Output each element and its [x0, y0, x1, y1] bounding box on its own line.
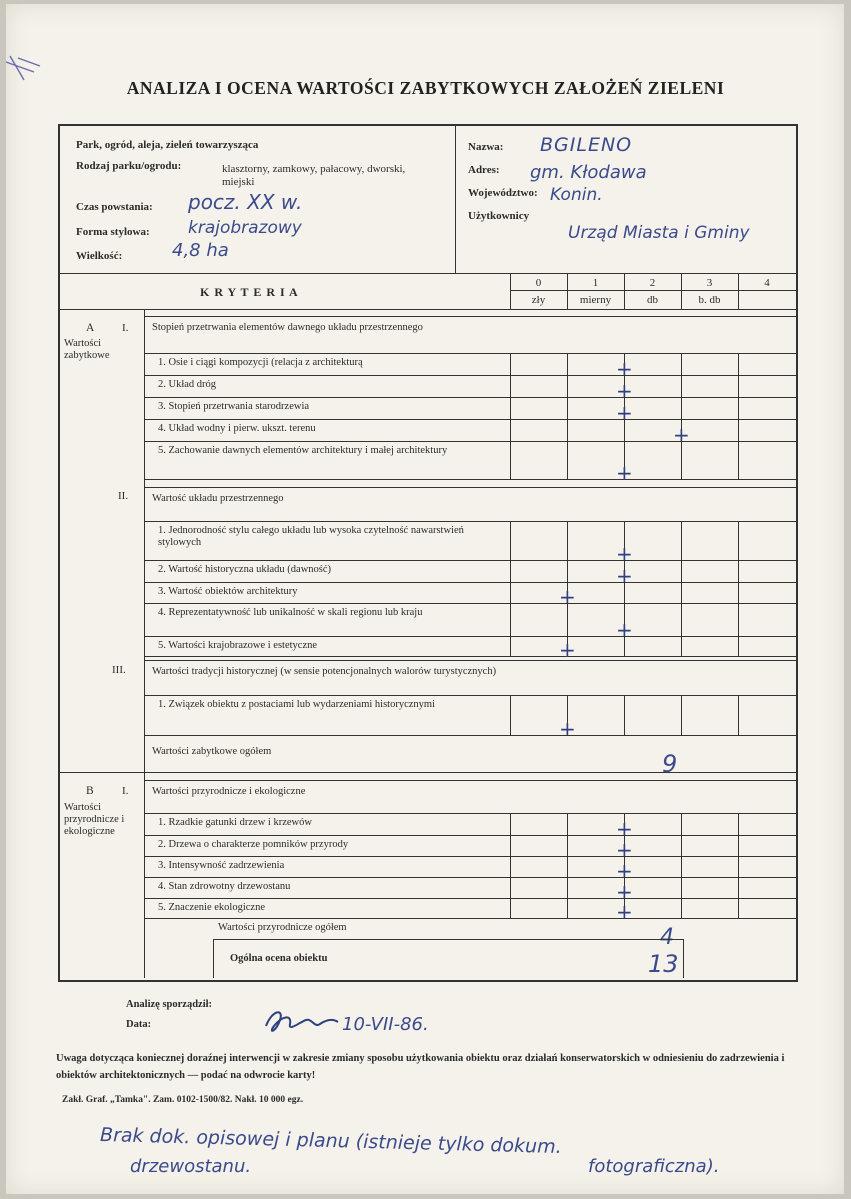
wojewodztwo-label: Województwo: — [468, 187, 538, 199]
row-line — [144, 813, 796, 814]
overall-top-line — [213, 939, 683, 940]
score-cell-line — [738, 397, 739, 419]
handwritten-note-line1: Brak dok. opisowej i planu (istnieje tylko dokum. — [99, 1123, 562, 1159]
group-top-line — [144, 316, 796, 317]
section-b-title: Wartości przyrodnicze i ekologiczne — [64, 802, 125, 837]
row-line — [144, 441, 796, 442]
score-header-col-line — [567, 274, 568, 310]
score-header-col-line — [681, 274, 682, 310]
criterion-a1-3: 3. Stopień przetrwania starodrzewia — [158, 401, 310, 412]
score-cell-line — [738, 877, 739, 898]
total-a-value: 9 — [662, 750, 678, 778]
pencil-mark — [4, 52, 44, 86]
handwritten-note-line3: fotograficzna). — [588, 1156, 720, 1177]
score-cell-line — [738, 353, 739, 375]
score-cell-line — [681, 582, 682, 603]
score-cell-line — [567, 877, 568, 898]
printer-info: Zakł. Graf. „Tamka". Zam. 0102-1500/82. Nakł. 10 000 egz. — [62, 1095, 304, 1105]
signature — [262, 1004, 342, 1040]
score-header-bottom — [60, 309, 796, 310]
score-cell-line — [738, 636, 739, 656]
data-label: Data: — [126, 1019, 152, 1030]
score-cell-line — [738, 521, 739, 560]
score-cell-line — [567, 835, 568, 856]
group-top-line — [144, 660, 796, 661]
czas-value: pocz. XX w. — [188, 190, 303, 214]
score-cell-line — [567, 521, 568, 560]
adres-label: Adres: — [468, 164, 500, 176]
score-cell-line — [510, 603, 511, 636]
score-mark: + — [616, 564, 633, 588]
criterion-a3-1: 1. Związek obiektu z postaciami lub wydarzeniami historycznymi — [158, 699, 435, 710]
rodzaj-options-line1: klasztorny, zamkowy, pałacowy, dworski, — [222, 163, 406, 175]
nazwa-value: BGILENO — [540, 134, 633, 156]
criterion-b1-2: 2. Drzewa o charakterze pomników przyrody — [158, 839, 349, 850]
overall-value: 13 — [648, 950, 679, 978]
score-cell-line — [681, 603, 682, 636]
criterion-a2-1: 1. Jednorodność stylu całego układu lub wysoka czytelność nawarstwień stylowych — [158, 525, 464, 548]
score-mark: + — [616, 379, 633, 403]
overall-right-line — [683, 939, 684, 978]
score-cell-line — [567, 856, 568, 877]
score-cell-line — [567, 560, 568, 582]
rodzaj-label: Rodzaj parku/ogrodu: — [76, 160, 182, 172]
score-cell-line — [681, 877, 682, 898]
score-cell-line — [567, 397, 568, 419]
czas-label: Czas powstania: — [76, 201, 153, 213]
criterion-b1-3: 3. Intensywność zadrzewienia — [158, 860, 285, 871]
row-line — [144, 479, 796, 480]
score-cell-line — [738, 898, 739, 918]
form-frame — [58, 124, 798, 982]
score-cell-line — [624, 636, 625, 656]
row-line — [144, 856, 796, 857]
criterion-a2-2: 2. Wartość historyczna układu (dawność) — [158, 564, 332, 575]
score-mark: + — [616, 401, 633, 425]
row-line — [144, 636, 796, 637]
score-mark: + — [559, 717, 576, 741]
score-mark: + — [616, 880, 633, 904]
score-cell-line — [738, 419, 739, 441]
group-top-line — [144, 780, 796, 781]
score-header-col-line — [738, 274, 739, 310]
group-top-line — [144, 487, 796, 488]
row-line — [144, 898, 796, 899]
wielkosc-label: Wielkość: — [76, 250, 123, 262]
score-cell-line — [681, 898, 682, 918]
score-cell-line — [681, 375, 682, 397]
score-header-mid — [510, 290, 796, 291]
score-cell-line — [738, 856, 739, 877]
score-cell-line — [738, 813, 739, 835]
criterion-a1-2: 2. Układ dróg — [158, 379, 217, 390]
score-header-1: 1 — [592, 277, 599, 289]
row-line — [144, 375, 796, 376]
page-title: ANALIZA I OCENA WARTOŚCI ZABYTKOWYCH ZAŁOŻEŃ ZIELENI — [126, 78, 725, 98]
header-bottom-line — [60, 273, 796, 274]
score-header-col-line — [624, 274, 625, 310]
section-a-roman-2: II. — [118, 490, 129, 502]
row-line — [144, 656, 796, 657]
total-b-line — [144, 918, 796, 919]
score-cell-line — [738, 582, 739, 603]
criterion-a2-3: 3. Wartość obiektów architektury — [158, 586, 298, 597]
row-line — [144, 835, 796, 836]
criterion-a1-4: 4. Układ wodny i pierw. ukszt. terenu — [158, 423, 316, 434]
score-cell-line — [681, 835, 682, 856]
row-line — [144, 582, 796, 583]
score-cell-line — [567, 375, 568, 397]
score-cell-line — [624, 419, 625, 441]
row-line — [144, 560, 796, 561]
row-line — [144, 603, 796, 604]
wojewodztwo-value: Konin. — [550, 185, 603, 205]
score-cell-line — [510, 582, 511, 603]
score-mark: + — [616, 838, 633, 862]
score-name-3: b. db — [698, 294, 721, 306]
section-a-letter: A — [86, 322, 95, 334]
overall-label: Ogólna ocena obiektu — [230, 953, 328, 964]
score-cell-line — [510, 813, 511, 835]
score-cell-line — [510, 521, 511, 560]
score-mark: + — [616, 461, 633, 485]
total-b-value: 4 — [660, 925, 674, 950]
score-cell-line — [567, 603, 568, 636]
score-header-4: 4 — [764, 277, 770, 289]
score-cell-line — [510, 695, 511, 735]
score-cell-line — [681, 813, 682, 835]
handwritten-note-line2: drzewostanu. — [130, 1156, 252, 1177]
section-a-roman-1: I. — [122, 322, 129, 334]
criterion-a1-5: 5. Zachowanie dawnych elementów architektury i małej architektury — [158, 445, 448, 456]
section-b-roman-1: I. — [122, 785, 129, 797]
overall-left-line — [213, 939, 214, 978]
forma-label: Forma stylowa: — [76, 226, 150, 238]
score-mark: + — [673, 423, 690, 447]
kryteria-header: K R Y T E R I A — [200, 285, 299, 299]
score-cell-line — [510, 353, 511, 375]
section-separator — [60, 772, 796, 773]
score-cell-line — [567, 898, 568, 918]
header-divider — [455, 126, 456, 274]
nazwa-label: Nazwa: — [468, 141, 504, 153]
score-header-2: 2 — [649, 277, 656, 289]
score-cell-line — [567, 813, 568, 835]
score-cell-line — [510, 441, 511, 479]
score-cell-line — [681, 636, 682, 656]
group-heading-a3: Wartości tradycji historycznej (w sensie potencjonalnych walorów turystycznych) — [152, 666, 497, 677]
score-cell-line — [510, 560, 511, 582]
score-cell-line — [510, 419, 511, 441]
row-line — [144, 521, 796, 522]
score-cell-line — [681, 695, 682, 735]
type-label: Park, ogród, aleja, zieleń towarzysząca — [76, 139, 259, 151]
score-cell-line — [738, 603, 739, 636]
group-heading-b1: Wartości przyrodnicze i ekologiczne — [152, 786, 306, 797]
section-a-title: Wartości zabytkowe — [64, 338, 110, 361]
score-cell-line — [510, 856, 511, 877]
group-heading-a2: Wartość układu przestrzennego — [152, 493, 284, 504]
section-b-letter: B — [86, 785, 94, 797]
score-cell-line — [567, 353, 568, 375]
score-cell-line — [510, 636, 511, 656]
score-mark: + — [616, 357, 633, 381]
score-cell-line — [510, 898, 511, 918]
criterion-b1-1: 1. Rzadkie gatunki drzew i krzewów — [158, 817, 312, 828]
row-line — [144, 695, 796, 696]
sporzadzil-label: Analizę sporządził: — [126, 999, 213, 1010]
criterion-a2-5: 5. Wartości krajobrazowe i estetyczne — [158, 640, 318, 651]
signature-date: 10-VII-86. — [342, 1014, 429, 1035]
wielkosc-value: 4,8 ha — [172, 240, 229, 261]
rodzaj-options-line2: miejski — [222, 176, 255, 188]
row-line — [144, 877, 796, 878]
uzytkownicy-value: Urząd Miasta i Gminy — [568, 223, 750, 243]
criterion-a1-1: 1. Osie i ciągi kompozycji (relacja z architekturą — [158, 357, 363, 368]
score-mark: + — [559, 638, 576, 662]
score-name-1: mierny — [579, 294, 612, 306]
criterion-b1-4: 4. Stan zdrowotny drzewostanu — [158, 881, 291, 892]
score-cell-line — [681, 521, 682, 560]
score-cell-line — [681, 856, 682, 877]
score-cell-line — [681, 397, 682, 419]
score-cell-line — [738, 835, 739, 856]
criterion-a2-4: 4. Reprezentatywność lub unikalność w skali regionu lub kraju — [158, 607, 423, 618]
score-mark: + — [616, 618, 633, 642]
total-a-line — [144, 735, 796, 736]
row-line — [144, 419, 796, 420]
forma-value: krajobrazowy — [188, 218, 302, 238]
score-name-2: db — [647, 294, 658, 306]
uzytkownicy-label: Użytkownicy — [468, 210, 530, 222]
score-cell-line — [738, 441, 739, 479]
score-mark: + — [616, 859, 633, 883]
score-cell-line — [624, 695, 625, 735]
score-cell-line — [510, 835, 511, 856]
total-b-label: Wartości przyrodnicze ogółem — [218, 922, 347, 933]
score-cell-line — [681, 560, 682, 582]
score-cell-line — [738, 375, 739, 397]
adres-value: gm. Kłodawa — [530, 162, 647, 183]
score-mark: + — [616, 900, 633, 924]
section-a-roman-3: III. — [112, 664, 126, 676]
score-mark: + — [559, 585, 576, 609]
score-cell-line — [738, 695, 739, 735]
criterion-b1-5: 5. Znaczenie ekologiczne — [158, 902, 265, 913]
score-cell-line — [510, 877, 511, 898]
group-heading-a1: Stopień przetrwania elementów dawnego układu przestrzennego — [152, 322, 423, 333]
score-cell-line — [738, 560, 739, 582]
score-cell-line — [510, 375, 511, 397]
row-line — [144, 353, 796, 354]
total-a-label: Wartości zabytkowe ogółem — [152, 746, 272, 757]
score-cell-line — [681, 353, 682, 375]
score-cell-line — [681, 441, 682, 479]
score-cell-line — [510, 397, 511, 419]
score-mark: + — [616, 542, 633, 566]
row-line — [144, 397, 796, 398]
score-mark: + — [616, 817, 633, 841]
score-cell-line — [567, 441, 568, 479]
score-cell-line — [624, 582, 625, 603]
score-header-3: 3 — [706, 277, 713, 289]
intervention-note: Uwaga dotycząca koniecznej doraźnej interwencji w zakresie zmiany sposobu użytkowania obiektu oraz działań konserwatorskich w odniesieniu do zadrzewienia i obiektów architektonicznych — podać na odwrocie karty! — [56, 1053, 785, 1081]
score-header-0: 0 — [535, 277, 542, 289]
score-cell-line — [567, 419, 568, 441]
score-name-0: zły — [531, 294, 546, 306]
